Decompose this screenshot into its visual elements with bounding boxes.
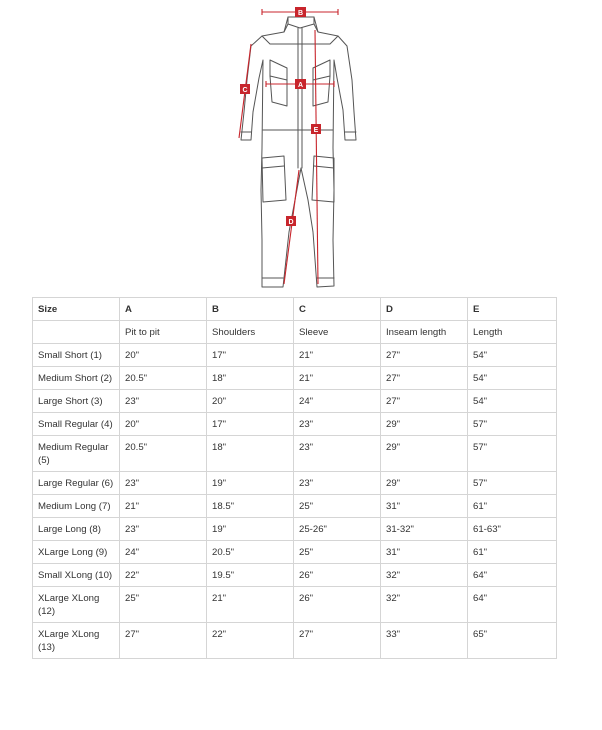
cell-e: 61" <box>468 541 557 564</box>
table-row <box>33 413 557 436</box>
cell-d: 27" <box>381 367 468 390</box>
cell-b: 18.5" <box>207 495 294 518</box>
cell-size: XLarge Long (9) <box>33 541 120 564</box>
cell-c: 26" <box>294 564 381 587</box>
measure-line-e <box>315 30 318 284</box>
subheader-e: Length <box>468 321 557 344</box>
cell-b: 19.5" <box>207 564 294 587</box>
marker-a: A <box>297 81 304 89</box>
coverall-measurement-diagram <box>0 0 602 292</box>
table-row <box>33 541 557 564</box>
subheader-size <box>33 321 120 344</box>
cell-e: 64" <box>468 587 557 623</box>
cell-d: 31" <box>381 541 468 564</box>
subheader-d: Inseam length <box>381 321 468 344</box>
cell-b: 18" <box>207 436 294 472</box>
table-header-row <box>33 298 557 321</box>
cell-c: 25-26" <box>294 518 381 541</box>
table-row <box>33 564 557 587</box>
cell-size: Large Short (3) <box>33 390 120 413</box>
cell-a: 23" <box>120 390 207 413</box>
cell-e: 54" <box>468 367 557 390</box>
cell-b: 21" <box>207 587 294 623</box>
cell-e: 61" <box>468 495 557 518</box>
size-chart-table <box>32 297 557 659</box>
cell-a: 24" <box>120 541 207 564</box>
cell-c: 23" <box>294 472 381 495</box>
table-row <box>33 518 557 541</box>
measurement-labels <box>240 7 321 226</box>
cell-b: 22" <box>207 623 294 659</box>
cell-b: 17" <box>207 344 294 367</box>
header-b: B <box>207 298 294 321</box>
coverall-illustration <box>0 0 602 292</box>
table-row <box>33 587 557 623</box>
cell-e: 54" <box>468 390 557 413</box>
cell-c: 23" <box>294 436 381 472</box>
cell-a: 23" <box>120 472 207 495</box>
table-row <box>33 344 557 367</box>
cell-c: 26" <box>294 587 381 623</box>
cell-a: 21" <box>120 495 207 518</box>
cell-b: 17" <box>207 413 294 436</box>
cell-c: 24" <box>294 390 381 413</box>
cell-e: 54" <box>468 344 557 367</box>
table-subheader-row <box>33 321 557 344</box>
cell-c: 21" <box>294 344 381 367</box>
cell-b: 20" <box>207 390 294 413</box>
cell-size: Small XLong (10) <box>33 564 120 587</box>
cell-d: 29" <box>381 472 468 495</box>
cell-d: 29" <box>381 436 468 472</box>
cell-d: 31-32" <box>381 518 468 541</box>
cell-a: 20.5" <box>120 367 207 390</box>
cell-e: 57" <box>468 436 557 472</box>
coverall-outline <box>241 17 356 287</box>
cell-a: 23" <box>120 518 207 541</box>
cell-c: 25" <box>294 541 381 564</box>
cell-b: 18" <box>207 367 294 390</box>
cell-d: 29" <box>381 413 468 436</box>
cell-e: 57" <box>468 413 557 436</box>
cell-size: Medium Short (2) <box>33 367 120 390</box>
header-size: Size <box>33 298 120 321</box>
marker-e: E <box>313 126 319 134</box>
cell-d: 32" <box>381 587 468 623</box>
cell-size: Large Regular (6) <box>33 472 120 495</box>
cell-size: XLarge XLong (13) <box>33 623 120 659</box>
cell-size: Small Regular (4) <box>33 413 120 436</box>
cell-size: XLarge XLong (12) <box>33 587 120 623</box>
marker-d: D <box>288 218 294 226</box>
table-row <box>33 436 557 472</box>
cell-d: 33" <box>381 623 468 659</box>
table-row <box>33 495 557 518</box>
cell-c: 23" <box>294 413 381 436</box>
cell-d: 31" <box>381 495 468 518</box>
cell-b: 19" <box>207 518 294 541</box>
subheader-b: Shoulders <box>207 321 294 344</box>
marker-c: C <box>242 86 248 94</box>
cell-size: Small Short (1) <box>33 344 120 367</box>
cell-e: 64" <box>468 564 557 587</box>
cell-e: 61-63" <box>468 518 557 541</box>
cell-c: 27" <box>294 623 381 659</box>
cell-a: 20.5" <box>120 436 207 472</box>
cell-size: Medium Long (7) <box>33 495 120 518</box>
cell-size: Medium Regular (5) <box>33 436 120 472</box>
header-e: E <box>468 298 557 321</box>
header-d: D <box>381 298 468 321</box>
cell-c: 21" <box>294 367 381 390</box>
cell-e: 57" <box>468 472 557 495</box>
cell-a: 27" <box>120 623 207 659</box>
cell-size: Large Long (8) <box>33 518 120 541</box>
header-a: A <box>120 298 207 321</box>
header-c: C <box>294 298 381 321</box>
table-row <box>33 472 557 495</box>
cell-c: 25" <box>294 495 381 518</box>
subheader-c: Sleeve <box>294 321 381 344</box>
measure-line-d <box>284 170 299 284</box>
cell-b: 19" <box>207 472 294 495</box>
marker-b: B <box>297 9 304 17</box>
cell-e: 65" <box>468 623 557 659</box>
cell-d: 27" <box>381 390 468 413</box>
table-row <box>33 390 557 413</box>
table-row <box>33 367 557 390</box>
cell-d: 32" <box>381 564 468 587</box>
cell-a: 22" <box>120 564 207 587</box>
cell-a: 25" <box>120 587 207 623</box>
subheader-a: Pit to pit <box>120 321 207 344</box>
measurement-lines <box>239 9 338 284</box>
cell-a: 20" <box>120 413 207 436</box>
cell-b: 20.5" <box>207 541 294 564</box>
cell-d: 27" <box>381 344 468 367</box>
table-row <box>33 623 557 659</box>
size-chart-body <box>33 298 557 659</box>
cell-a: 20" <box>120 344 207 367</box>
